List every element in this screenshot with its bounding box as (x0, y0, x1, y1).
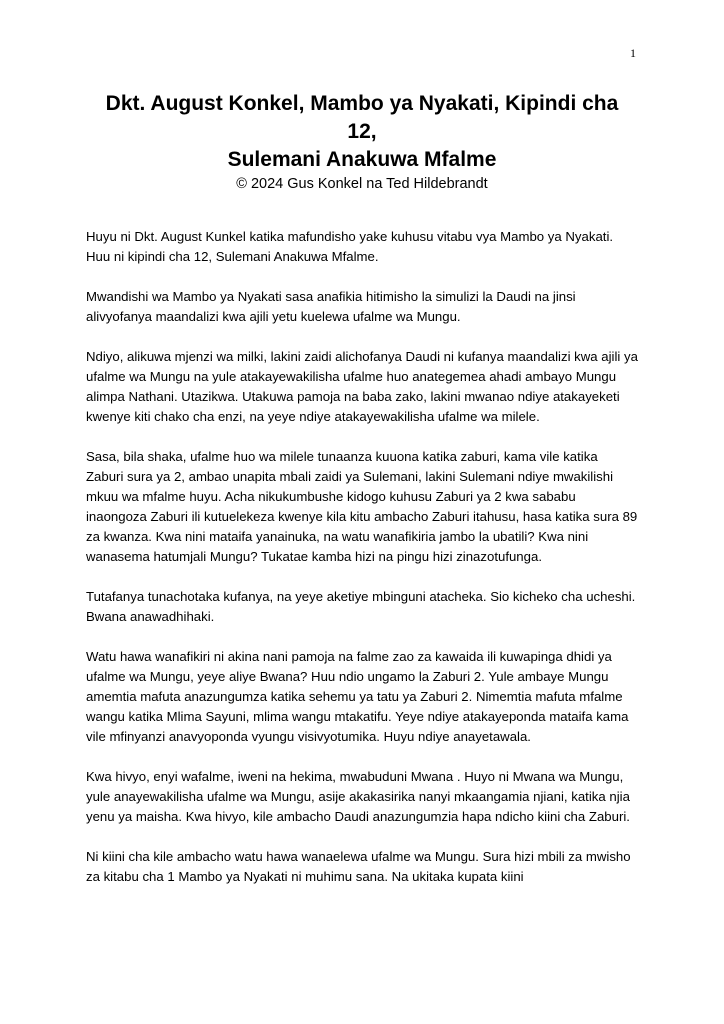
paragraph-8: Ni kiini cha kile ambacho watu hawa wanaelewa ufalme wa Mungu. Sura hizi mbili za mwisho za kitabu cha 1 Mambo ya Nyakati ni muhimu sana. Na ukitaka kupata kiini (86, 849, 631, 884)
copyright-line: © 2024 Gus Konkel na Ted Hildebrandt (236, 176, 488, 192)
paragraph-4: Sasa, bila shaka, ufalme huo wa milele tunaanza kuuona katika zaburi, kama vile katika Zaburi sura ya 2, ambao unapita mbali zaidi ya Sulemani, lakini Sulemani ndiye mwakilishi mkuu wa mfalme huyu. Acha nikukumbushe kidogo kuhusu Zaburi ya 2 kwa sababu inaongoza Zaburi ili kutuelekeza kwenye kila kitu ambacho Zaburi itahusu, hasa katika sura 89 za kwanza. Kwa nini mataifa yanainuka, na watu wanafikiria jambo la ubatili? Kwa nini wanasema hatumjali Mungu? Tukatae kamba hizi na pingu hizi zinazotufunga. (86, 449, 638, 564)
title-line-3: Sulemani Anakuwa Mfalme (227, 148, 497, 171)
title-block (86, 90, 638, 193)
document-title (86, 90, 638, 174)
title-line-2: 12, (347, 120, 377, 143)
title-line-1: Dkt. August Konkel, Mambo ya Nyakati, Kipindi cha (105, 92, 619, 115)
paragraph-3: Ndiyo, alikuwa mjenzi wa milki, lakini zaidi alichofanya Daudi ni kufanya maandalizi kwa ajili ya ufalme wa Mungu na yule atakayewakilisha ufalme huo anategemea ahadi ambayo Mungu alimpa Nathani. Utazikwa. Utakuwa pamoja na baba zako, lakini mwanao ndiye atakayeketi kwenye kiti chako cha enzi, na yeye ndiye atakayewakilisha ufalme wa milele. (86, 349, 638, 424)
body-text (86, 227, 638, 907)
paragraph-6: Watu hawa wanafikiri ni akina nani pamoja na falme zao za kawaida ili kuwapinga dhidi ya ufalme wa Mungu, yeye aliye Bwana? Huu ndio ungamo la Zaburi 2. Yule ambaye Mungu amemtia mafuta anazungumza katika sehemu ya tatu ya Zaburi 2. Nimemtia mafuta mfalme wangu katika Mlima Sayuni, mlima wangu mtakatifu. Yeye ndiye atakayeponda mataifa kama vile mfinyanzi anavyoponda vyungu visivyotumika. Huyu ndiye anayetawala. (86, 649, 629, 744)
paragraph-5: Tutafanya tunachotaka kufanya, na yeye aketiye mbinguni atacheka. Sio kicheko cha ucheshi. Bwana anawadhihaki. (86, 589, 636, 624)
paragraph-2: Mwandishi wa Mambo ya Nyakati sasa anafikia hitimisho la simulizi la Daudi na jinsi alivyofanya maandalizi kwa ajili yetu kuelewa ufalme wa Mungu. (86, 289, 576, 324)
paragraph-7: Kwa hivyo, enyi wafalme, iweni na hekima, mwabuduni Mwana . Huyo ni Mwana wa Mungu, yule anayewakilisha ufalme wa Mungu, asije akakasirika nanyi mkaangamia njiani, katika njia yenu ya maisha. Kwa hivyo, kile ambacho Daudi anazungumzia hapa ndicho kiini cha Zaburi. (86, 769, 630, 824)
page-number: 1 (630, 46, 636, 60)
paragraph-1: Huyu ni Dkt. August Kunkel katika mafundisho yake kuhusu vitabu vya Mambo ya Nyakati. Huu ni kipindi cha 12, Sulemani Anakuwa Mfalme. (86, 229, 614, 264)
